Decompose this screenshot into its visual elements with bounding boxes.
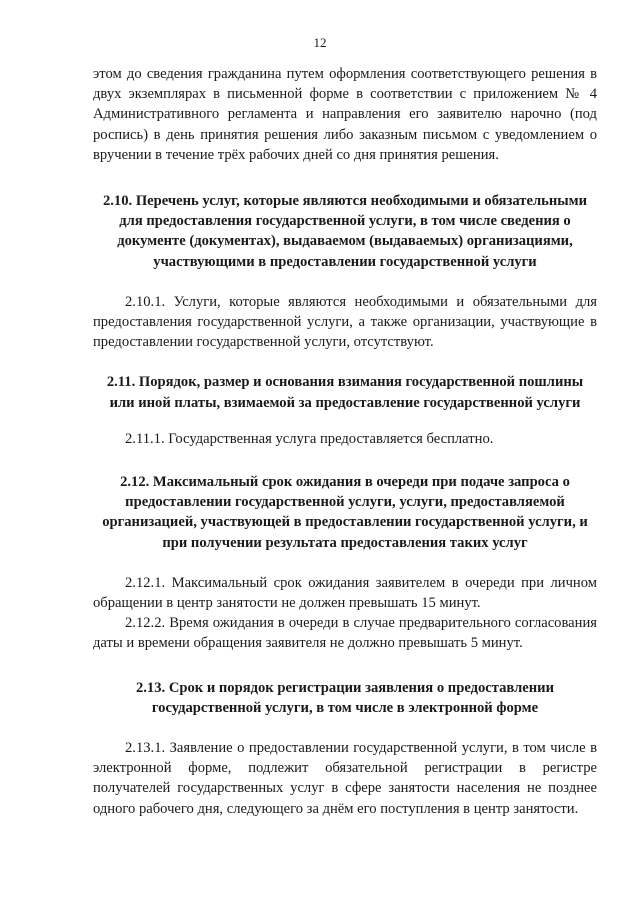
paragraph-2-13-1: 2.13.1. Заявление о предоставлении государственной услуги, в том числе в электронной форме, подлежит обязательной регистрации в регистре получателей государственных услуг в сфере занятости населения не позднее одного рабочего дня, следующего за днём его поступления в центр занятости. (93, 740, 597, 817)
paragraph-2-11-1: 2.11.1. Государственная услуга предоставляется бесплатно. (125, 430, 494, 447)
paragraph-2-10-1: 2.10.1. Услуги, которые являются необходимыми и обязательными для предоставления государственной услуги, а также организации, участвующие в предоставлении государственной услуги, отсутствуют. (93, 293, 597, 351)
section-heading-2-12: 2.12. Максимальный срок ожидания в очереди при подаче запроса о предоставлении государственной услуги, услуги, предоставляемой организацией, участвующей в предоставлении государственной услуги, и при получении результата предоставления таких услуг (102, 474, 588, 551)
section-heading-2-10: 2.10. Перечень услуг, которые являются необходимыми и обязательными для предоставления государственной услуги, в том числе сведения о документе (документах), выдаваемом (выдаваемых) организациями, участвующими в предоставлении государственной услуги (102, 193, 588, 270)
paragraph-2-12-2: 2.12.2. Время ожидания в очереди в случае предварительного согласования даты и времени обращения заявителя не должно превышать 5 минут. (93, 615, 597, 652)
section-heading-2-13: 2.13. Срок и порядок регистрации заявления о предоставлении государственной услуги, в том числе в электронной форме (135, 679, 554, 716)
intro-paragraph: этом до сведения гражданина путем оформления соответствующего решения в двух экземплярах в письменной форме в соответствии с приложением № 4 Административного регламента и направления его заявителю нарочно (под роспись) в день принятия решения либо заказным письмом с уведомлением о вручении в течение трёх рабочих дней со дня принятия решения. (93, 66, 597, 163)
paragraph-2-12-1: 2.12.1. Максимальный срок ожидания заявителем в очереди при личном обращении в центр занятости не должен превышать 15 минут. (93, 574, 597, 612)
page-number: 12 (313, 35, 327, 50)
section-heading-2-11: 2.11. Порядок, размер и основания взимания государственной пошлины или иной платы, взимаемой за предоставление государственной услуги (106, 374, 584, 411)
document-body (93, 64, 597, 819)
